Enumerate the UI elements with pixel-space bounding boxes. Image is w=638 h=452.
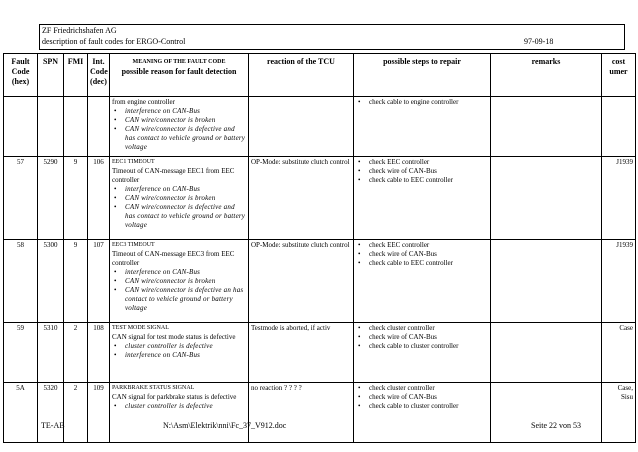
fault-code-cell: 58 xyxy=(4,240,38,323)
fault-description: CAN signal for parkbrake status is defective xyxy=(112,393,237,401)
fault-title: PARKBRAKE STATUS SIGNAL xyxy=(112,385,195,391)
repair-steps-list xyxy=(356,241,488,268)
col-meaning xyxy=(110,54,249,97)
repair-steps-cell xyxy=(354,157,491,240)
fmi-cell: 2 xyxy=(64,383,88,443)
reason-item: • CAN wire/connector is defective and has contact to vehicle ground or battery voltage xyxy=(112,125,246,152)
reaction-cell: OP-Mode: substitute clutch control xyxy=(249,240,354,323)
int-code-cell: 108 xyxy=(88,323,110,383)
repair-step-item: • check wire of CAN-Bus xyxy=(356,333,488,342)
reason-item: • CAN wire/connector is defective an has contact to vehicle ground or battery voltage xyxy=(112,286,246,313)
table-header-row xyxy=(4,54,636,97)
reason-item: • interference on CAN-Bus xyxy=(112,351,246,360)
repair-steps-list xyxy=(356,384,488,411)
int-code-cell: 107 xyxy=(88,240,110,323)
fault-reasons-list xyxy=(112,268,246,313)
col-steps: possible steps to repair xyxy=(354,54,491,97)
document-description: description of fault codes for ERGO-Control xyxy=(42,37,186,46)
document-date: 97-09-18 xyxy=(524,37,554,46)
table-row xyxy=(4,323,636,383)
col-reaction: reaction of the TCU xyxy=(249,54,354,97)
repair-steps-list xyxy=(356,324,488,351)
fault-code-table xyxy=(3,53,636,443)
spn-cell: 5320 xyxy=(38,383,64,443)
footer-department: TE-AB xyxy=(41,421,65,430)
fmi-cell: 9 xyxy=(64,240,88,323)
meaning-cell xyxy=(110,240,249,323)
reaction-cell: OP-Mode: substitute clutch control xyxy=(249,157,354,240)
repair-step-item: • check cluster controller xyxy=(356,324,488,333)
meaning-cell xyxy=(110,157,249,240)
fault-reasons-list xyxy=(112,402,246,411)
reason-item: • interference on CAN-Bus xyxy=(112,268,246,277)
reaction-cell: Testmode is aborted, if activ xyxy=(249,323,354,383)
col-meaning-title: MEANING OF THE FAULT CODE xyxy=(132,59,226,65)
col-fmi: FMI xyxy=(64,54,88,97)
fault-reasons-list xyxy=(112,107,246,152)
fmi-cell xyxy=(64,97,88,157)
col-int-code: Int. Code (dec) xyxy=(88,54,110,97)
reason-item: • cluster controller is defective xyxy=(112,402,246,411)
repair-steps-cell xyxy=(354,97,491,157)
fault-code-cell xyxy=(4,97,38,157)
customer-cell: J1939 xyxy=(602,157,636,240)
customer-cell: J1939 xyxy=(602,240,636,323)
col-spn: SPN xyxy=(38,54,64,97)
meaning-cell xyxy=(110,323,249,383)
repair-steps-cell xyxy=(354,240,491,323)
remarks-cell xyxy=(491,323,602,383)
footer-page-number: Seite 22 von 53 xyxy=(531,421,581,430)
fault-description: CAN signal for test mode status is defective xyxy=(112,333,236,341)
spn-cell: 5310 xyxy=(38,323,64,383)
reaction-cell: no reaction ? ? ? ? xyxy=(249,383,354,443)
table-row xyxy=(4,240,636,323)
repair-step-item: • check cable to cluster controller xyxy=(356,402,488,411)
table-row xyxy=(4,97,636,157)
remarks-cell xyxy=(491,97,602,157)
reason-item: • CAN wire/connector is defective and has contact to vehicle ground or battery voltage xyxy=(112,203,246,230)
fault-reasons-list xyxy=(112,185,246,230)
repair-step-item: • check wire of CAN-Bus xyxy=(356,167,488,176)
fault-reasons-list xyxy=(112,342,246,360)
repair-step-item: • check EEC controller xyxy=(356,241,488,250)
col-meaning-subtitle: possible reason for fault detection xyxy=(121,67,237,76)
fault-description: from engine controller xyxy=(112,98,175,106)
customer-cell: Case xyxy=(602,323,636,383)
reaction-cell xyxy=(249,97,354,157)
fmi-cell: 9 xyxy=(64,157,88,240)
meaning-cell xyxy=(110,97,249,157)
reason-item: • cluster controller is defective xyxy=(112,342,246,351)
int-code-cell: 109 xyxy=(88,383,110,443)
repair-step-item: • check wire of CAN-Bus xyxy=(356,393,488,402)
remarks-cell xyxy=(491,383,602,443)
meaning-cell xyxy=(110,383,249,443)
repair-step-item: • check cable to cluster controller xyxy=(356,342,488,351)
remarks-cell xyxy=(491,240,602,323)
repair-step-item: • check EEC controller xyxy=(356,158,488,167)
table-row xyxy=(4,157,636,240)
spn-cell: 5300 xyxy=(38,240,64,323)
spn-cell: 5290 xyxy=(38,157,64,240)
col-remarks: remarks xyxy=(491,54,602,97)
int-code-cell: 106 xyxy=(88,157,110,240)
spn-cell xyxy=(38,97,64,157)
int-code-cell xyxy=(88,97,110,157)
fault-code-cell: 57 xyxy=(4,157,38,240)
reason-item: • CAN wire/connector is broken xyxy=(112,277,246,286)
fault-code-cell: 59 xyxy=(4,323,38,383)
reason-item: • CAN wire/connector is broken xyxy=(112,116,246,125)
repair-steps-cell xyxy=(354,383,491,443)
company-name: ZF Friedrichshafen AG xyxy=(42,26,117,35)
fault-title: EEC3 TIMEOUT xyxy=(112,242,155,248)
reason-item: • interference on CAN-Bus xyxy=(112,107,246,116)
table-row xyxy=(4,383,636,443)
repair-step-item: • check cable to EEC controller xyxy=(356,176,488,185)
repair-step-item: • check wire of CAN-Bus xyxy=(356,250,488,259)
repair-step-item: • check cluster controller xyxy=(356,384,488,393)
col-fault-code: Fault Code (hex) xyxy=(4,54,38,97)
repair-steps-list xyxy=(356,98,488,107)
fault-title: TEST MODE SIGNAL xyxy=(112,325,169,331)
repair-step-item: • check cable to EEC controller xyxy=(356,259,488,268)
remarks-cell xyxy=(491,157,602,240)
repair-steps-cell xyxy=(354,323,491,383)
repair-steps-list xyxy=(356,158,488,185)
col-customer: cost umer xyxy=(602,54,636,97)
fault-description: Timeout of CAN-message EEC3 from EEC controller xyxy=(112,250,235,267)
reason-item: • interference on CAN-Bus xyxy=(112,185,246,194)
fmi-cell: 2 xyxy=(64,323,88,383)
repair-step-item: • check cable to engine controller xyxy=(356,98,488,107)
fault-description: Timeout of CAN-message EEC1 from EEC controller xyxy=(112,167,235,184)
customer-cell: Case, Sisu xyxy=(602,383,636,443)
fault-code-cell: 5A xyxy=(4,383,38,443)
customer-cell xyxy=(602,97,636,157)
fault-title: EEC1 TIMEOUT xyxy=(112,159,155,165)
reason-item: • CAN wire/connector is broken xyxy=(112,194,246,203)
footer-file-path: N:\Asm\Elektrik\nni\Fc_37_V912.doc xyxy=(163,421,287,430)
